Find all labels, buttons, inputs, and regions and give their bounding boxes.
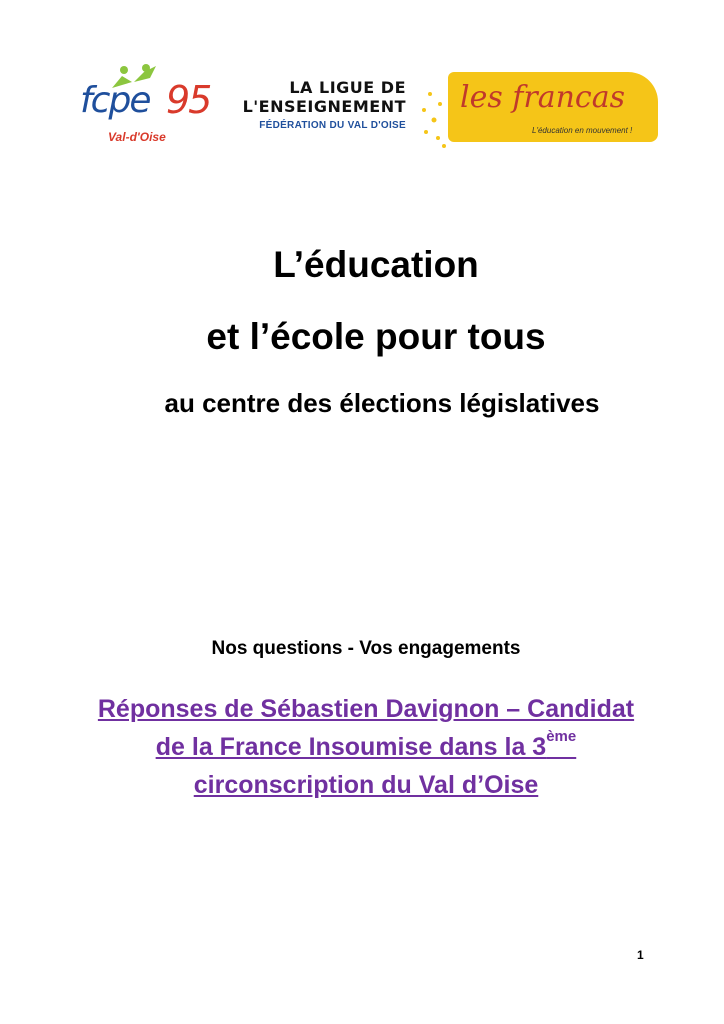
reponse-heading [4,690,724,804]
reponse-line3: circonscription du Val d’Oise [193,771,539,799]
reponse-line2: de la France Insoumise dans la 3 [155,733,547,761]
logo-banner [0,0,724,170]
reponse-line2-sup: ème [546,728,577,745]
page-number: 1 [637,948,644,962]
francas-word: les francas [460,80,626,115]
reponse-line1: Réponses de Sébastien Davignon – Candidat [97,695,635,723]
fcpe-logo [78,60,213,155]
ligue-line1: LA LIGUE DE [289,78,406,97]
francas-logo [420,70,665,155]
ligue-line2: L'ENSEIGNEMENT [242,97,406,116]
fcpe-subtitle: Val-d'Oise [108,130,166,144]
reponse-line2-wrap [155,728,577,761]
ligue-line3: FÉDÉRATION DU VAL D'OISE [259,120,406,131]
fcpe-word: fcpe [80,80,150,121]
title-line3: au centre des élections législatives [164,388,600,418]
ligue-logo [228,78,413,138]
title-line2: et l’école pour tous [206,316,546,357]
francas-tagline: L'éducation en mouvement ! [532,126,633,135]
fcpe-number: 95 [166,78,211,122]
questions-heading: Nos questions - Vos engagements [211,638,521,659]
title-line1: L’éducation [273,244,479,285]
